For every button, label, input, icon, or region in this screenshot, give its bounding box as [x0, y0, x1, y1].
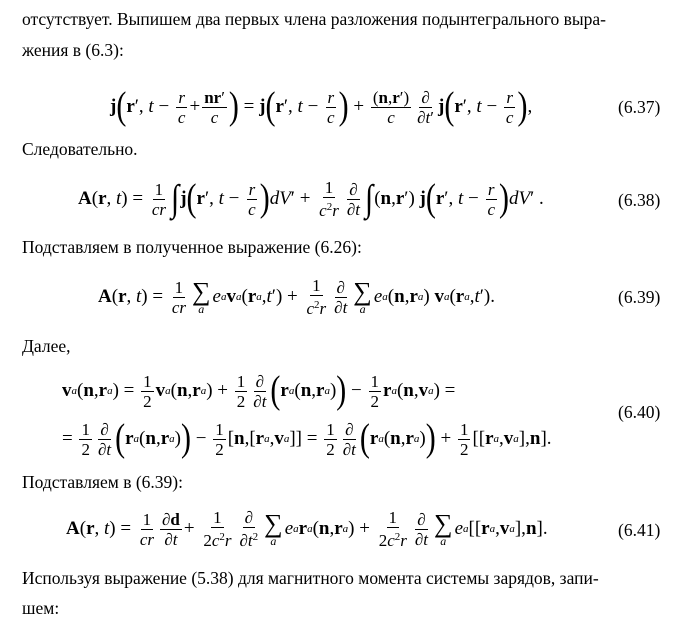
- equation-6-39: A ( r , t ) = $\frac{1}{cr}$ ∑ a e a v a ( r a , t ′) + $\frac{1}{c^2r}$ $\frac{\partial}{\partial t}$ ∑ a e a ( n , r a ) v a ( r a , t ′).: [98, 276, 495, 318]
- equation-6-38: A ( r , t ) = $\frac{1}{cr}$ ∫ j ( r ′, t − $\frac{r}{c}$ ) dV ′ + $\frac{1}{c^2r}$ $\frac{\partial}{\partial t}$ ∫ ( n , r ′) j ( r ′, t − $\frac{r}{c}$ ) dV ′ .: [78, 176, 544, 220]
- equation-number: (6.39): [618, 287, 661, 307]
- equation-6-37: j ( r ′, t − $\frac{r}{c}$ + $\frac{nr'}{c}$ ) = j ( r ′, t − $\frac{r}{c}$ ) + $\frac{(n,r')}{c}$ $\frac{\partial}{\partial t'}$ j ( r ′, t − $\frac{r}{c}$ ) ,: [110, 84, 533, 128]
- paragraph-line: жения в (6.3):: [22, 40, 124, 60]
- equation-6-41: A ( r , t ) = $\frac{1}{cr}$ $\frac{\partial d}{\partial t}$ + $\frac{1}{2c^2r}$ $\frac{\partial}{\partial t^2}$ ∑ a e a r a ( n , r a ) + $\frac{1}{2c^2r}$ $\frac{\partial}{\partial t}$ ∑ a e a [[ r a , v a ], n ].: [66, 508, 548, 550]
- paragraph-line: Используя выражение (5.38) для магнитного момента системы зарядов, запи-: [22, 568, 599, 588]
- equation-number: (6.40): [618, 402, 661, 422]
- paragraph-line: Подставляем в полученное выражение (6.26):: [22, 237, 362, 257]
- equation-number: (6.37): [618, 97, 661, 117]
- paragraph-line: Далее,: [22, 336, 71, 356]
- paragraph-line: Подставляем в (6.39):: [22, 472, 183, 492]
- equation-6-40-line1: v a ( n , r a ) = $\frac{1}{2}$ v a ( n , r a ) + $\frac{1}{2}$ $\frac{\partial}{\partial t}$ ( r a ( n , r a ) ) − $\frac{1}{2}$ r a ( n , v a ) =: [62, 368, 456, 412]
- paragraph-line: Следовательно.: [22, 139, 138, 159]
- equation-number: (6.41): [618, 520, 661, 540]
- equation-6-40-line2: = $\frac{1}{2}$ $\frac{\partial}{\partial t}$ ( r a ( n , r a ) ) − $\frac{1}{2}$ [ n ,[ r a , v a ]] = $\frac{1}{2}$ $\frac{\partial}{\partial t}$ ( r a ( n , r a ) ) + $\frac{1}{2}$ [[ r a , v a ], n ].: [62, 416, 552, 460]
- paragraph-line: шем:: [22, 598, 60, 618]
- paragraph-line: отсутствует. Выпишем два первых члена разложения подынтегрального выра-: [22, 9, 606, 29]
- equation-number: (6.38): [618, 190, 661, 210]
